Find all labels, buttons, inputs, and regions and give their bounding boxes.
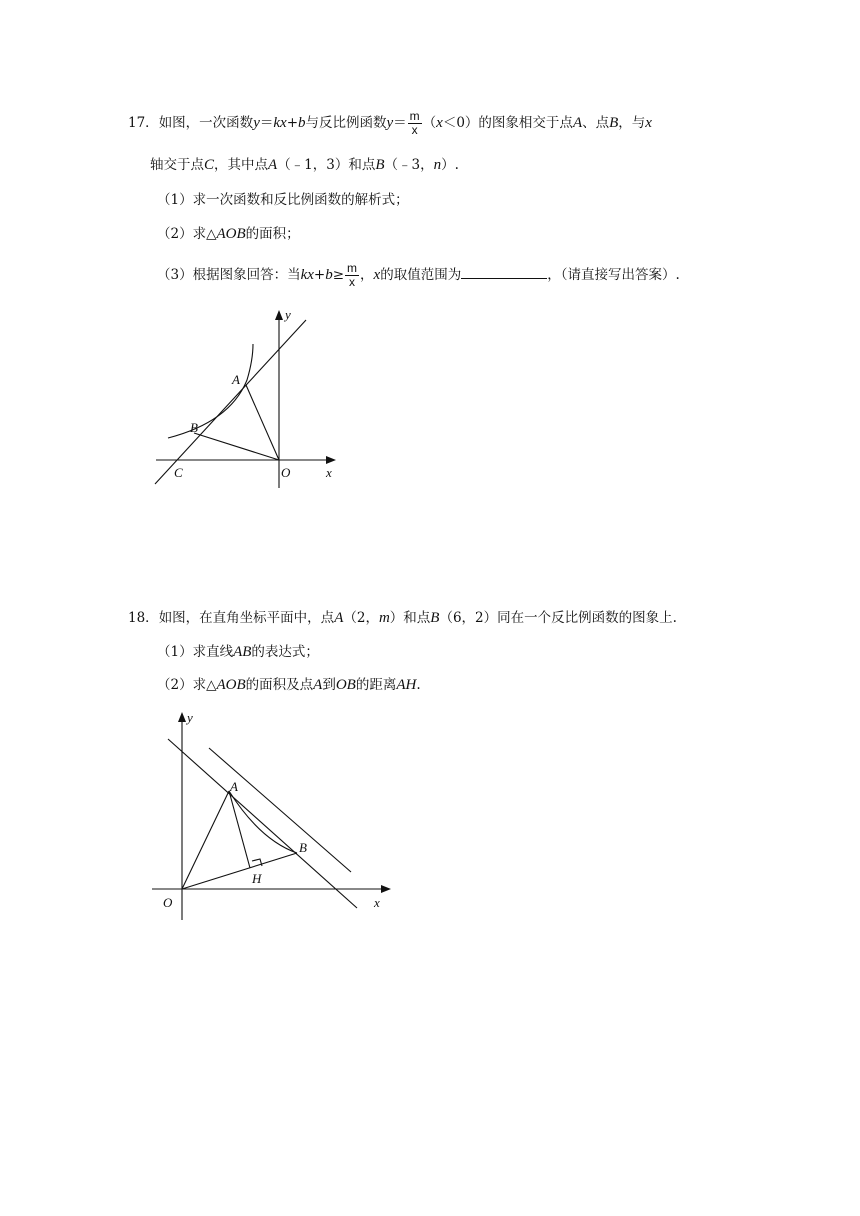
line-AH-extended — [209, 748, 351, 872]
q17-part1: （1）求一次函数和反比例函数的解析式； — [157, 192, 409, 208]
label-O: O — [281, 465, 291, 480]
q18-part1: （1）求直线AB的表达式； — [157, 644, 319, 660]
segment-OA — [182, 791, 229, 889]
label-x: x — [374, 895, 380, 910]
q17-line1: 17．如图，一次函数y＝kx+b与反比例函数y＝ $\frac{m}{x}$ （x＜0）的图象相交于点A、点B，与x — [128, 109, 652, 137]
fraction-m-over-x: $\frac{m}{x}$ — [347, 261, 358, 289]
q18-line1: 18．如图，在直角坐标平面中，点A（2，m）和点B（6，2）同在一个反比例函数的图象上. — [128, 610, 677, 626]
label-B: B — [299, 840, 307, 855]
label-y: y — [187, 710, 193, 725]
q17-part3: （3）根据图象回答：当kx+b≥ $\frac{m}{x}$ ，x的取值范围为 ，（请直接写出答案）. — [157, 261, 680, 289]
label-B: B — [190, 420, 198, 435]
x-axis-arrow — [381, 885, 391, 893]
segment-OB — [182, 853, 297, 889]
hyperbola-curve — [229, 791, 297, 853]
label-A: A — [232, 372, 240, 387]
line-AB — [168, 739, 357, 908]
q18-part2: （2）求△AOB的面积及点A到OB的距离AH. — [157, 677, 421, 693]
label-H: H — [252, 871, 262, 886]
y-axis-arrow — [178, 712, 186, 722]
fraction-m-over-x: $\frac{m}{x}$ — [409, 109, 420, 137]
label-O: O — [163, 895, 173, 910]
q17-line2: 轴交于点C，其中点A（﹣1，3）和点B（﹣3，n）. — [150, 157, 459, 173]
label-C: C — [174, 465, 183, 480]
label-x: x — [326, 465, 332, 480]
label-A: A — [230, 779, 238, 794]
q17-part2: （2）求△AOB的面积； — [157, 226, 300, 242]
label-y: y — [285, 307, 291, 322]
